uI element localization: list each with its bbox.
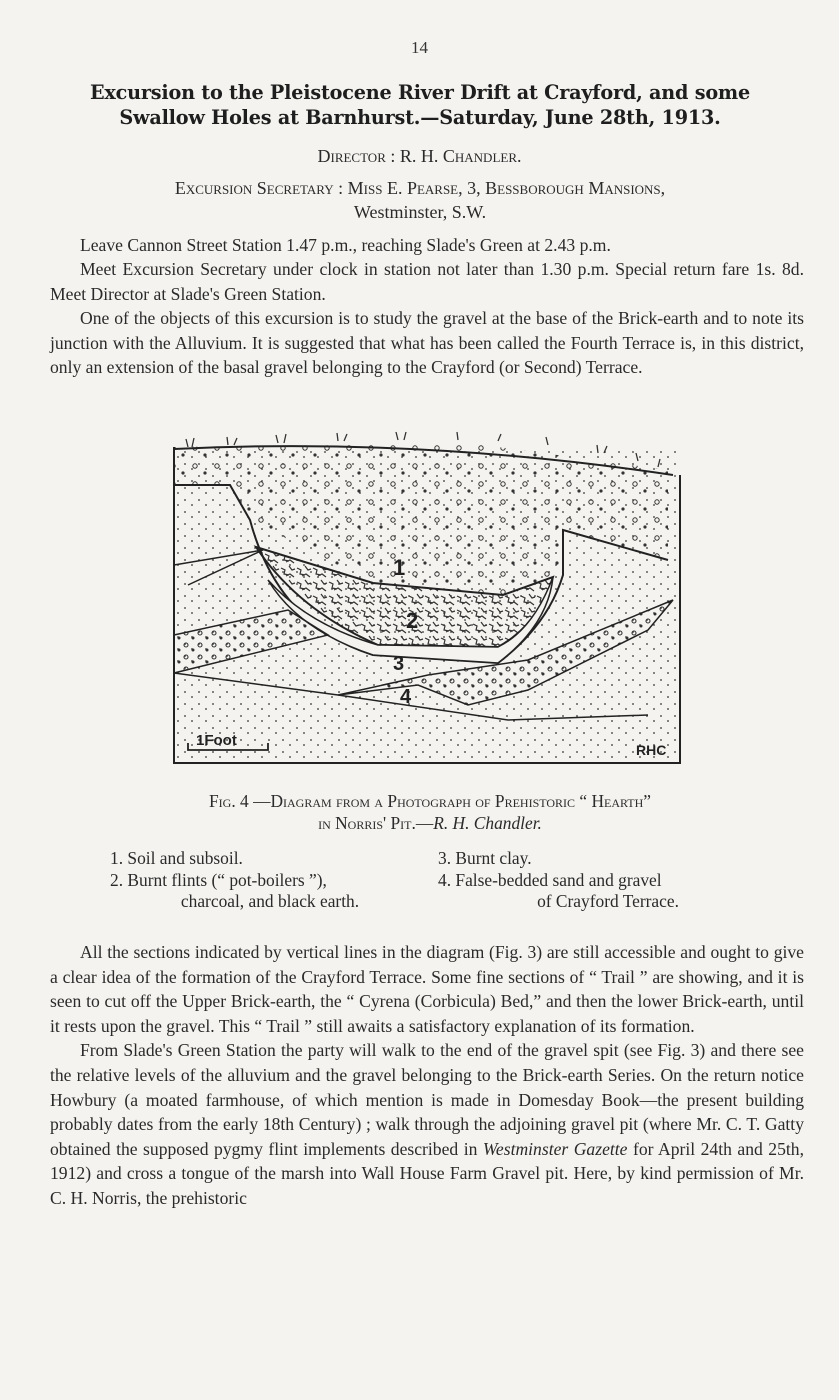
layer-label-1: 1 [393,555,406,580]
legend-item-continuation: charcoal, and black earth. [180,891,360,911]
legend-item-continuation: of Crayford Terrace. [537,891,679,911]
secretary-label: Excursion Secretary : [174,178,344,198]
paragraph-objects: One of the objects of this excursion is to study the gravel at the base of the Brick-earth and to note its junction with the Alluvium. It is suggested that what has been called the Fourth Terrace is, in this district, only an extension of the basal gravel belonging to the Crayford (or Second) Terrace. [50,308,804,378]
artist-initials: RHC [636,742,667,758]
layer-label-4: 4 [400,686,412,708]
director-label: Director : [317,146,396,166]
director-name: R. H. Chandler. [399,146,522,166]
title-line-2: Swallow Holes at Barnhurst.—Saturday, June 28th, 1913. [119,106,721,129]
secretary-value: Miss E. Pearse, 3, Bessborough Mansions, [347,178,666,198]
page-number: 14 [411,38,428,57]
figure-caption [60,790,800,834]
page-title [30,80,810,130]
caption-line-1: Fig. 4 —Diagram from a Photograph of Prehistoric “ Hearth” [209,791,651,811]
legend-item: 3. Burnt clay. [438,848,532,868]
secretary-address: Westminster, S.W. [353,202,487,222]
caption-line-2: in Norris' Pit.— [318,813,434,833]
director-line [0,145,839,167]
paragraph-route: From Slade's Green Station the party will walk to the end of the gravel spit (see Fig. 3) and there see the relative levels of the alluvium and the gravel belonging to the Brick-earth Series. On the return notice Howbury (a moated farmhouse, of which mention is made in Domesday Book—the present building probably dates from the early 18th Century) ; walk through the adjoining gravel pit (where Mr. C. T. Gatty obtained the supposed pygmy flint implements described in Westminster Gazette for April 24th and 25th, 1912) and cross a tongue of the marsh into Wall House Farm Gravel pit. Here, by kind permission of Mr. C. H. Norris, the prehistoric [50,1040,804,1208]
title-line-1: Excursion to the Pleistocene River Drift at Crayford, and some [89,81,751,104]
legend-item: 4. False-bedded sand and gravel [438,869,662,890]
section-drawing [168,425,686,765]
legend-item: 1. Soil and subsoil. [110,848,243,868]
intro-section [50,233,804,379]
legend-item: 2. Burnt flints (“ pot-boilers ”), [110,869,327,890]
caption-author: R. H. Chandler. [433,813,542,833]
secretary-line [60,176,780,224]
publication-title: Westminster Gazette [482,1138,628,1159]
hearth-diagram [168,425,686,765]
layer-label-3: 3 [393,653,405,675]
paragraph-itinerary: Leave Cannon Street Station 1.47 p.m., reaching Slade's Green at 2.43 p.m. [80,235,611,255]
paragraph-meeting: Meet Excursion Secretary under clock in station not later than 1.30 p.m. Special return fare 1s. 8d. Meet Director at Slade's Green Station. [50,259,804,304]
scale-label: 1Foot [196,732,237,749]
layer-label-2: 2 [406,608,419,633]
body-section [50,940,804,1211]
paragraph-sections: All the sections indicated by vertical lines in the diagram (Fig. 3) are still accessible and ought to give a clear idea of the formation of the Crayford Terrace. Some fine sections of “ Trail ” are showing, and it is seen to cut off the Upper Brick-earth, the “ Cyrena (Corbicula) Bed,” and then the lower Brick-earth, until it rests upon the gravel. This “ Trail ” still awaits a satisfactory explanation of its formation. [50,942,804,1036]
